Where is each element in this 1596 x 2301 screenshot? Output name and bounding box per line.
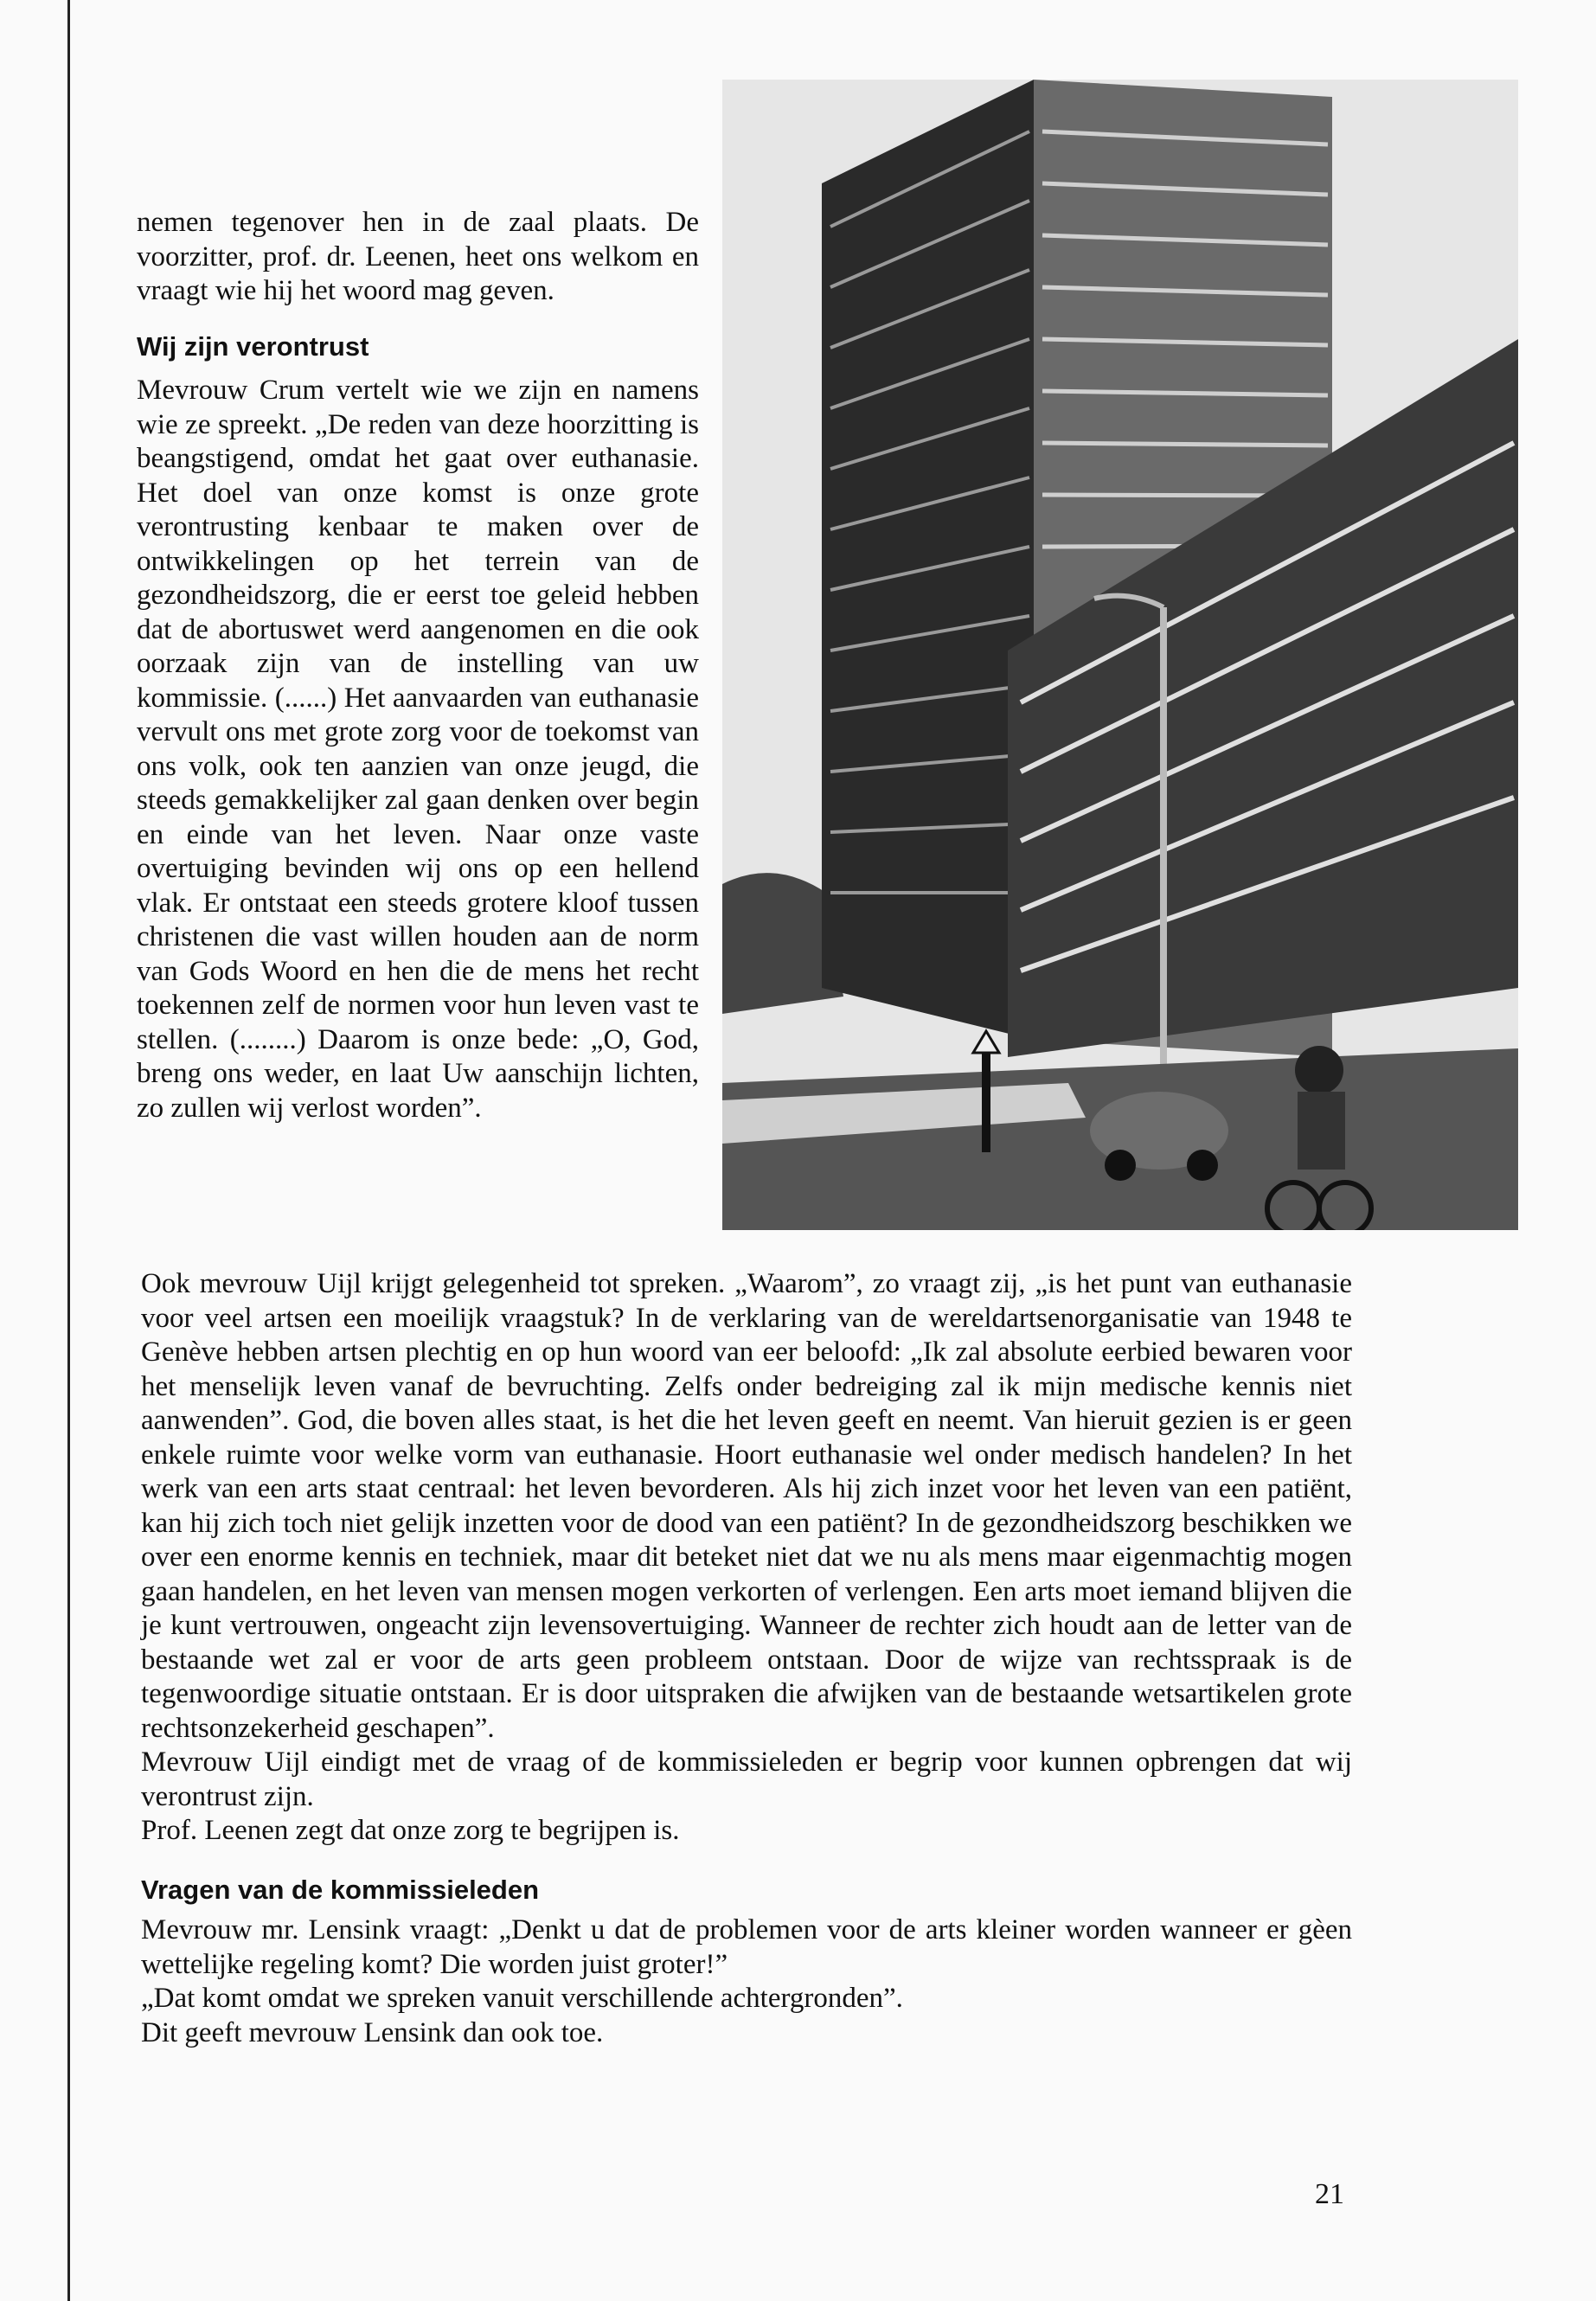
left-column-text	[137, 206, 699, 1125]
page-number: 21	[1315, 2178, 1344, 2210]
intro-paragraph: nemen tegenover hen in de zaal plaats. De voorzitter, prof. dr. Leenen, heet ons welkom en vraagt wie hij het woord mag geven.	[137, 207, 699, 306]
lensink-agrees: Dit geeft mevrouw Lensink dan ook toe.	[141, 2016, 604, 2048]
reply-paragraph: „Dat komt omdat we spreken vanuit verschillende achtergronden”.	[141, 1983, 903, 2014]
lensink-question: Mevrouw mr. Lensink vraagt: „Denkt u dat de problemen voor de arts kleiner worden wanneer er gèen wettelijke regeling komt? Die worden juist groter!”	[141, 1914, 1352, 1980]
section-heading-vragen: Vragen van de kommissieleden	[141, 1874, 540, 1905]
uijl-closing-paragraph: Mevrouw Uijl eindigt met de vraag of de kommissieleden er begrip voor kunnen opbrengen dat wij verontrust zijn.	[141, 1747, 1352, 1812]
section-heading-verontrust: Wij zijn verontrust	[137, 330, 369, 362]
uijl-paragraph: Ook mevrouw Uijl krijgt gelegenheid tot spreken. „Waarom”, zo vraagt zij, „is het punt van euthanasie voor veel artsen een moeilijk vraagstuk? In de verklaring van de wereldartsenorganisatie van 1948 te Genève hebben artsen plechtig en op hun woord van eer beloofd: „Ik zal absolute eerbied bewaren voor het menselijk leven vanaf de bevruchting. Zelfs onder bedreiging zal ik mijn medische kennis niet aanwenden”. God, die boven alles staat, is het die het leven geeft en neemt. Van hieruit gezien is er geen enkele ruimte voor welke vorm van euthanasie. Hoort euthanasie wel onder medisch handelen? In het werk van een arts staat centraal: het leven bevorderen. Als hij zich inzet voor het leven van een patiënt, kan hij zich toch niet gelijk inzetten voor de dood van een patiënt? In de gezondheidszorg beschikken we over een enorme kennis en techniek, maar dit beteket niet dat we nu als mens maar eigenmachtig mogen gaan handelen, en het leven van mensen mogen verkorten of verlengen. Een arts moet iemand blijven die je kunt vertrouwen, ongeacht zijn levensovertuiging. Wanneer de rechter zich houdt aan de letter van de bestaande wet zal er voor de arts geen probleem ontstaan. Door de wijze van rechtsspraak is de tegenwoordige situatie ontstaan. Er is door uitspraken die afwijken van de bestaande wetsartikelen grote rechtsonzekerheid geschapen”.	[141, 1268, 1352, 1744]
leenen-paragraph: Prof. Leenen zegt dat onze zorg te begrijpen is.	[141, 1815, 680, 1846]
crum-paragraph: Mevrouw Crum vertelt wie we zijn en namens wie ze spreekt. „De reden van deze hoorzitting is beangstigend, omdat het gaat over euthanasie. Het doel van onze komst is onze grote verontrusting kenbaar te maken over de ontwikkelingen op het terrein van de gezondheidszorg, die er eerst toe geleid hebben dat de abortuswet werd aangenomen en die ook oorzaak zijn van de instelling van uw kommissie. (......) Het aanvaarden van euthanasie vervult ons met grote zorg voor de toekomst van ons volk, ook ten aanzien van onze jeugd, die steeds gemakkelijker zal gaan denken over begin en einde van het leven. Naar onze vaste overtuiging bevinden wij ons op een hellend vlak. Er ontstaat een steeds grotere kloof tussen christenen die vast willen houden aan de norm van Gods Woord en hen die de mens het recht toekennen zelf de normen voor hun leven vast te stellen. (........) Daarom is onze bede: „O, God, breng ons weder, en laat Uw aanschijn lichten, zo zullen wij verlost worden”.	[137, 375, 699, 1124]
office-tower-photo	[722, 80, 1518, 1230]
left-margin-rule	[67, 0, 70, 2301]
tower-side	[822, 80, 1034, 1040]
full-width-text	[141, 1267, 1352, 2050]
